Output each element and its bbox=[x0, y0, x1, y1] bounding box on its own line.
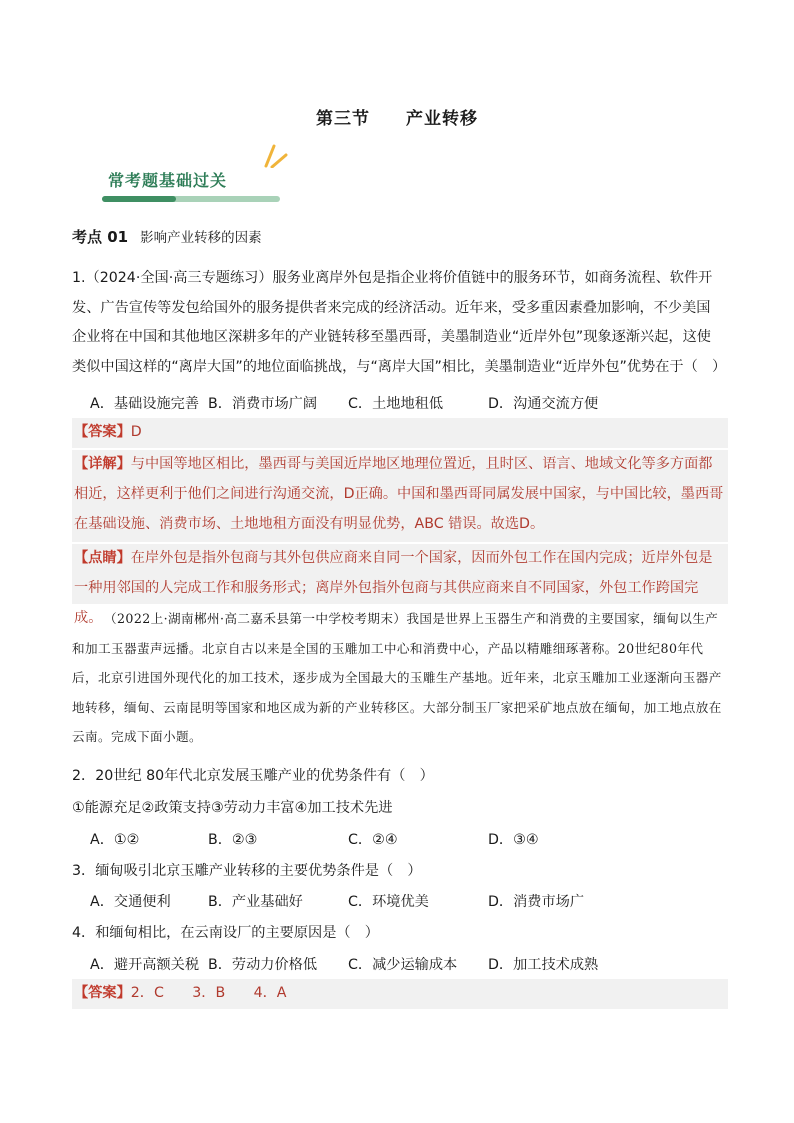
topic-label: 考点 01 bbox=[72, 228, 129, 246]
tip-box bbox=[72, 544, 728, 626]
option-a[interactable]: A．①② bbox=[90, 832, 140, 848]
banner-underline-accent bbox=[102, 196, 176, 202]
answer-label: 【答案】 bbox=[74, 424, 131, 440]
detail-box bbox=[72, 450, 728, 542]
answer-values: 2．C 3．B 4．A bbox=[130, 985, 287, 1001]
option-b[interactable]: B．②③ bbox=[208, 832, 258, 848]
question-3-options bbox=[90, 891, 584, 911]
question-3-stem: 3．缅甸吸引北京玉雕产业转移的主要优势条件是（ ） bbox=[72, 863, 422, 879]
answer-label: 【答案】 bbox=[74, 985, 131, 1001]
answer-value: D bbox=[130, 424, 142, 440]
tip-label: 【点睛】 bbox=[74, 550, 131, 566]
option-d[interactable]: D．消费市场广 bbox=[488, 894, 585, 910]
option-d[interactable]: D．沟通交流方便 bbox=[488, 396, 599, 412]
option-c[interactable]: C．②④ bbox=[348, 832, 398, 848]
title-section: 第三节 bbox=[316, 109, 370, 129]
question-4-options bbox=[90, 954, 598, 974]
detail-label: 【详解】 bbox=[74, 456, 131, 472]
option-c[interactable]: C．环境优美 bbox=[348, 894, 429, 910]
section-banner bbox=[102, 142, 288, 206]
option-a[interactable]: A．避开高额关税 bbox=[90, 957, 200, 973]
option-c[interactable]: C．土地地租低 bbox=[348, 396, 444, 412]
option-b[interactable]: B．劳动力价格低 bbox=[208, 957, 318, 973]
option-c[interactable]: C．减少运输成本 bbox=[348, 957, 458, 973]
question-2-options bbox=[90, 829, 539, 849]
question-2-conditions: ①能源充足②政策支持③劳动力丰富④加工技术先进 bbox=[72, 800, 393, 816]
page-title bbox=[0, 104, 794, 129]
answer-box-1 bbox=[72, 418, 728, 448]
topic-name: 影响产业转移的因素 bbox=[140, 230, 262, 246]
option-b[interactable]: B．产业基础好 bbox=[208, 894, 303, 910]
option-d[interactable]: D．加工技术成熟 bbox=[488, 957, 599, 973]
question-4-stem: 4．和缅甸相比，在云南设厂的主要原因是（ ） bbox=[72, 925, 379, 941]
tip-text: 在岸外包是指外包商与其外包供应商来自同一个国家，因而外包工作在国内完成；近岸外包是一种用邻国的人完成工作和服务形式；离岸外包指外包商与其供应商来自不同国家，外包工作跨国完成。 bbox=[74, 550, 713, 626]
spark-icon bbox=[262, 142, 288, 168]
topic-heading bbox=[72, 226, 262, 247]
banner-label: 常考题基础过关 bbox=[108, 171, 228, 190]
title-topic: 产业转移 bbox=[406, 109, 478, 129]
option-b[interactable]: B．消费市场广阔 bbox=[208, 396, 318, 412]
question-1-stem: 1.（2024·全国·高三专题练习）服务业离岸外包是指企业将价值链中的服务环节，如商务流程、软件开发、广告宣传等发包给国外的服务提供者来完成的经济活动。近年来，受多重因素叠加影响，不少美国企业将在中国和其他地区深耕多年的产业链转移至墨西哥，美墨制造业“近岸外包”现象逐渐兴起，这使类似中国这样的“离岸大国”的地位面临挑战，与“离岸大国”相比，美墨制造业“近岸外包”优势在于（ ） bbox=[72, 270, 727, 375]
answer-box-2 bbox=[72, 979, 728, 1009]
question-2-stem: 2．20世纪 80年代北京发展玉雕产业的优势条件有（ ） bbox=[72, 768, 434, 784]
option-a[interactable]: A．基础设施完善 bbox=[90, 396, 200, 412]
option-a[interactable]: A．交通便利 bbox=[90, 894, 171, 910]
option-d[interactable]: D．③④ bbox=[488, 832, 539, 848]
question-1-options bbox=[90, 393, 598, 413]
reading-material: （2022上·湖南郴州·高二嘉禾县第一中学校考期末）我国是世界上玉器生产和消费的主要国家，缅甸以生产和加工玉器蜚声远播。北京自古以来是全国的玉雕加工中心和消费中心，产品以精雕细琢著称。20世纪80年代后，北京引进国外现代化的加工技术，逐步成为全国最大的玉雕生产基地。近年来，北京玉雕加工业逐渐向玉器产地转移，缅甸、云南昆明等国家和地区成为新的产业转移区。大部分制玉厂家把采矿地点放在缅甸，加工地点放在云南。完成下面小题。 bbox=[72, 611, 722, 745]
detail-text: 与中国等地区相比，墨西哥与美国近岸地区地理位置近，且时区、语言、地域文化等多方面都相近，这样更利于他们之间进行沟通交流，D正确。中国和墨西哥同属发展中国家，与中国比较，墨西哥在基础设施、消费市场、土地地租方面没有明显优势，ABC 错误。故选D。 bbox=[74, 456, 724, 532]
